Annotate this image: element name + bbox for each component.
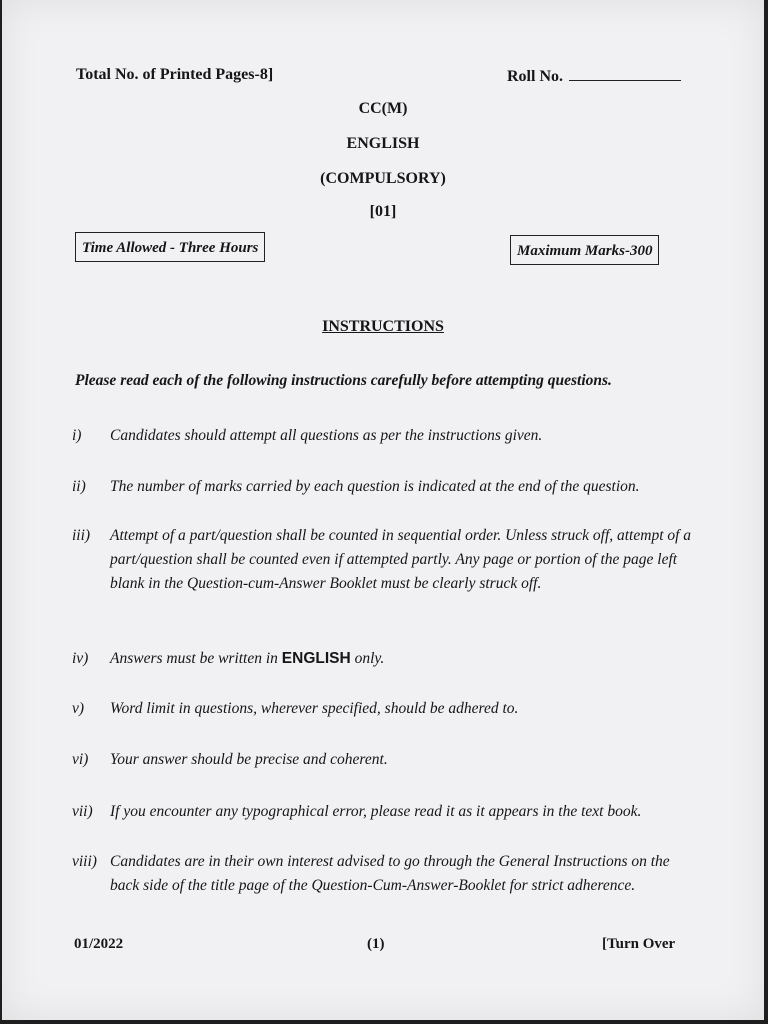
instruction-text: Attempt of a part/question shall be counted in sequential order. Unless struck off, attempt of a part/question shall be counted even if attempted partly. Any page or portion of the page left blank in the Question-cum-Answer Booklet must be clearly struck off. bbox=[110, 527, 692, 592]
instruction-text bbox=[110, 647, 695, 671]
instruction-number: v) bbox=[72, 700, 85, 717]
maximum-marks-box: Maximum Marks-300 bbox=[510, 235, 659, 265]
turn-over-label: [Turn Over bbox=[602, 936, 676, 952]
instruction-item bbox=[72, 748, 692, 772]
instruction-item bbox=[72, 697, 692, 721]
instruction-item bbox=[72, 800, 692, 824]
instruction-number: viii) bbox=[72, 853, 97, 870]
page-number: (1) bbox=[367, 936, 385, 952]
instruction-item bbox=[72, 424, 692, 448]
paper-number: [01] bbox=[369, 203, 397, 220]
time-allowed-box: Time Allowed - Three Hours bbox=[75, 232, 265, 262]
instruction-item bbox=[72, 647, 692, 671]
instruction-text: Candidates are in their own interest advised to go through the General Instructions on the back side of the title page of the Question-Cum-Answer-Booklet for strict adherence. bbox=[110, 853, 670, 894]
instruction-item bbox=[72, 475, 692, 499]
instruction-text: Word limit in questions, wherever specified, should be adhered to. bbox=[110, 700, 519, 717]
instruction-number: ii) bbox=[72, 478, 86, 495]
instruction-number: vii) bbox=[72, 803, 93, 820]
footer-code: 01/2022 bbox=[74, 936, 124, 952]
instruction-number: iii) bbox=[72, 527, 91, 544]
instruction-text-before: Answers must be written in bbox=[110, 650, 282, 667]
paper-subject: ENGLISH bbox=[346, 135, 420, 152]
instruction-text-after: only. bbox=[350, 650, 385, 667]
instruction-number: i) bbox=[72, 427, 82, 444]
instruction-number: iv) bbox=[72, 650, 89, 667]
roll-no-field bbox=[507, 66, 681, 86]
instruction-text: The number of marks carried by each question is indicated at the end of the question. bbox=[110, 478, 640, 495]
roll-no-blank-line bbox=[569, 66, 681, 81]
instruction-text: If you encounter any typographical error, please read it as it appears in the text book. bbox=[110, 803, 642, 820]
instructions-lead: Please read each of the following instructions carefully before attempting questions. bbox=[75, 372, 612, 389]
paper-type: (COMPULSORY) bbox=[320, 170, 446, 187]
total-pages-label: Total No. of Printed Pages-8] bbox=[76, 66, 274, 83]
roll-no-label: Roll No. bbox=[507, 68, 563, 85]
instructions-title: INSTRUCTIONS bbox=[322, 318, 444, 335]
paper-code: CC(M) bbox=[358, 100, 408, 117]
exam-page bbox=[2, 0, 764, 1020]
instruction-item bbox=[72, 850, 692, 898]
instruction-item bbox=[72, 524, 692, 620]
instruction-number: vi) bbox=[72, 751, 89, 768]
instruction-text-emphasis: ENGLISH bbox=[281, 650, 351, 667]
instruction-text: Your answer should be precise and coherent. bbox=[110, 751, 388, 768]
instruction-text: Candidates should attempt all questions as per the instructions given. bbox=[110, 427, 543, 444]
